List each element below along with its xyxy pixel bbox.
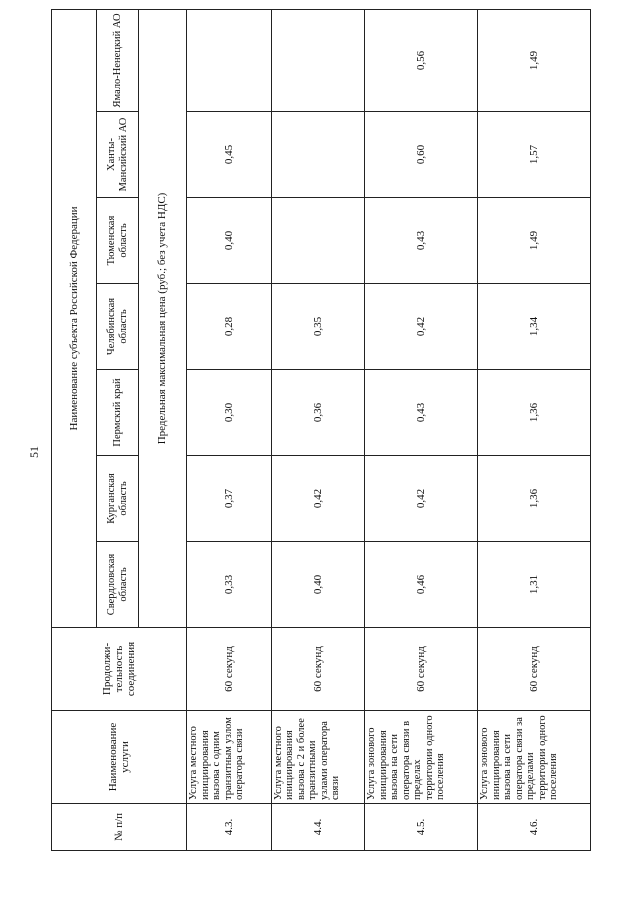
page-number: 51	[27, 446, 41, 458]
rotated-table-wrapper	[51, 10, 591, 851]
header-region: Курганская область	[97, 456, 139, 542]
price-cell: 0,40	[271, 542, 364, 628]
header-region: Ямало-Ненецкий АО	[97, 9, 139, 111]
table-body	[187, 9, 591, 850]
price-cell: 1,36	[478, 456, 591, 542]
price-cell: 1,34	[478, 284, 591, 370]
price-cell	[187, 9, 272, 111]
price-cell: 0,35	[271, 284, 364, 370]
row-duration: 60 секунд	[478, 628, 591, 711]
price-cell: 0,37	[187, 456, 272, 542]
table-row	[187, 9, 272, 850]
header-service: Наименование услуги	[52, 711, 187, 804]
price-cell: 0,36	[271, 370, 364, 456]
header-region: Тюменская область	[97, 198, 139, 284]
price-cell: 1,57	[478, 112, 591, 198]
row-duration: 60 секунд	[365, 628, 478, 711]
table-row	[365, 9, 478, 850]
price-cell: 1,49	[478, 198, 591, 284]
price-cell	[271, 198, 364, 284]
header-region: Челябинская область	[97, 284, 139, 370]
price-cell: 0,43	[365, 198, 478, 284]
price-cell	[271, 112, 364, 198]
price-cell: 0,30	[187, 370, 272, 456]
price-cell: 1,31	[478, 542, 591, 628]
row-number: 4.3.	[187, 804, 272, 851]
row-duration: 60 секунд	[271, 628, 364, 711]
header-subject: Наименование субъекта Российской Федерации	[52, 9, 97, 627]
price-cell: 0,43	[365, 370, 478, 456]
price-cell: 0,42	[365, 284, 478, 370]
price-cell: 0,45	[187, 112, 272, 198]
price-cell: 0,33	[187, 542, 272, 628]
price-cell: 0,60	[365, 112, 478, 198]
table-row	[478, 9, 591, 850]
service-name: Услуга местного инициирования вызова с 2 и более транзитными узлами оператора связи	[271, 711, 364, 804]
price-cell: 1,36	[478, 370, 591, 456]
price-cell: 0,42	[271, 456, 364, 542]
header-duration: Продолжи-тельность соединения	[52, 628, 187, 711]
service-name: Услуга местного инициирования вызова с одним транзитным узлом оператора связи	[187, 711, 272, 804]
price-cell: 0,46	[365, 542, 478, 628]
price-cell	[271, 9, 364, 111]
header-price-caption: Предельная максимальная цена (руб.; без учета НДС)	[139, 9, 187, 627]
row-number: 4.4.	[271, 804, 364, 851]
price-cell: 0,42	[365, 456, 478, 542]
price-cell: 0,56	[365, 9, 478, 111]
table-row	[271, 9, 364, 850]
header-region: Свердловская область	[97, 542, 139, 628]
service-name: Услуга зонового инициирования вызова на сети оператора связи в пределах территории одного поселения	[365, 711, 478, 804]
price-cell: 1,49	[478, 9, 591, 111]
tariff-table	[51, 9, 591, 851]
price-cell: 0,40	[187, 198, 272, 284]
row-number: 4.6.	[478, 804, 591, 851]
row-duration: 60 секунд	[187, 628, 272, 711]
header-region: Пермский край	[97, 370, 139, 456]
price-cell: 0,28	[187, 284, 272, 370]
service-name: Услуга зонового инициирования вызова на сети оператора связи за пределами территории одного поселения	[478, 711, 591, 804]
row-number: 4.5.	[365, 804, 478, 851]
header-no: № п/п	[52, 804, 187, 851]
header-region: Ханты-Мансийский АО	[97, 112, 139, 198]
